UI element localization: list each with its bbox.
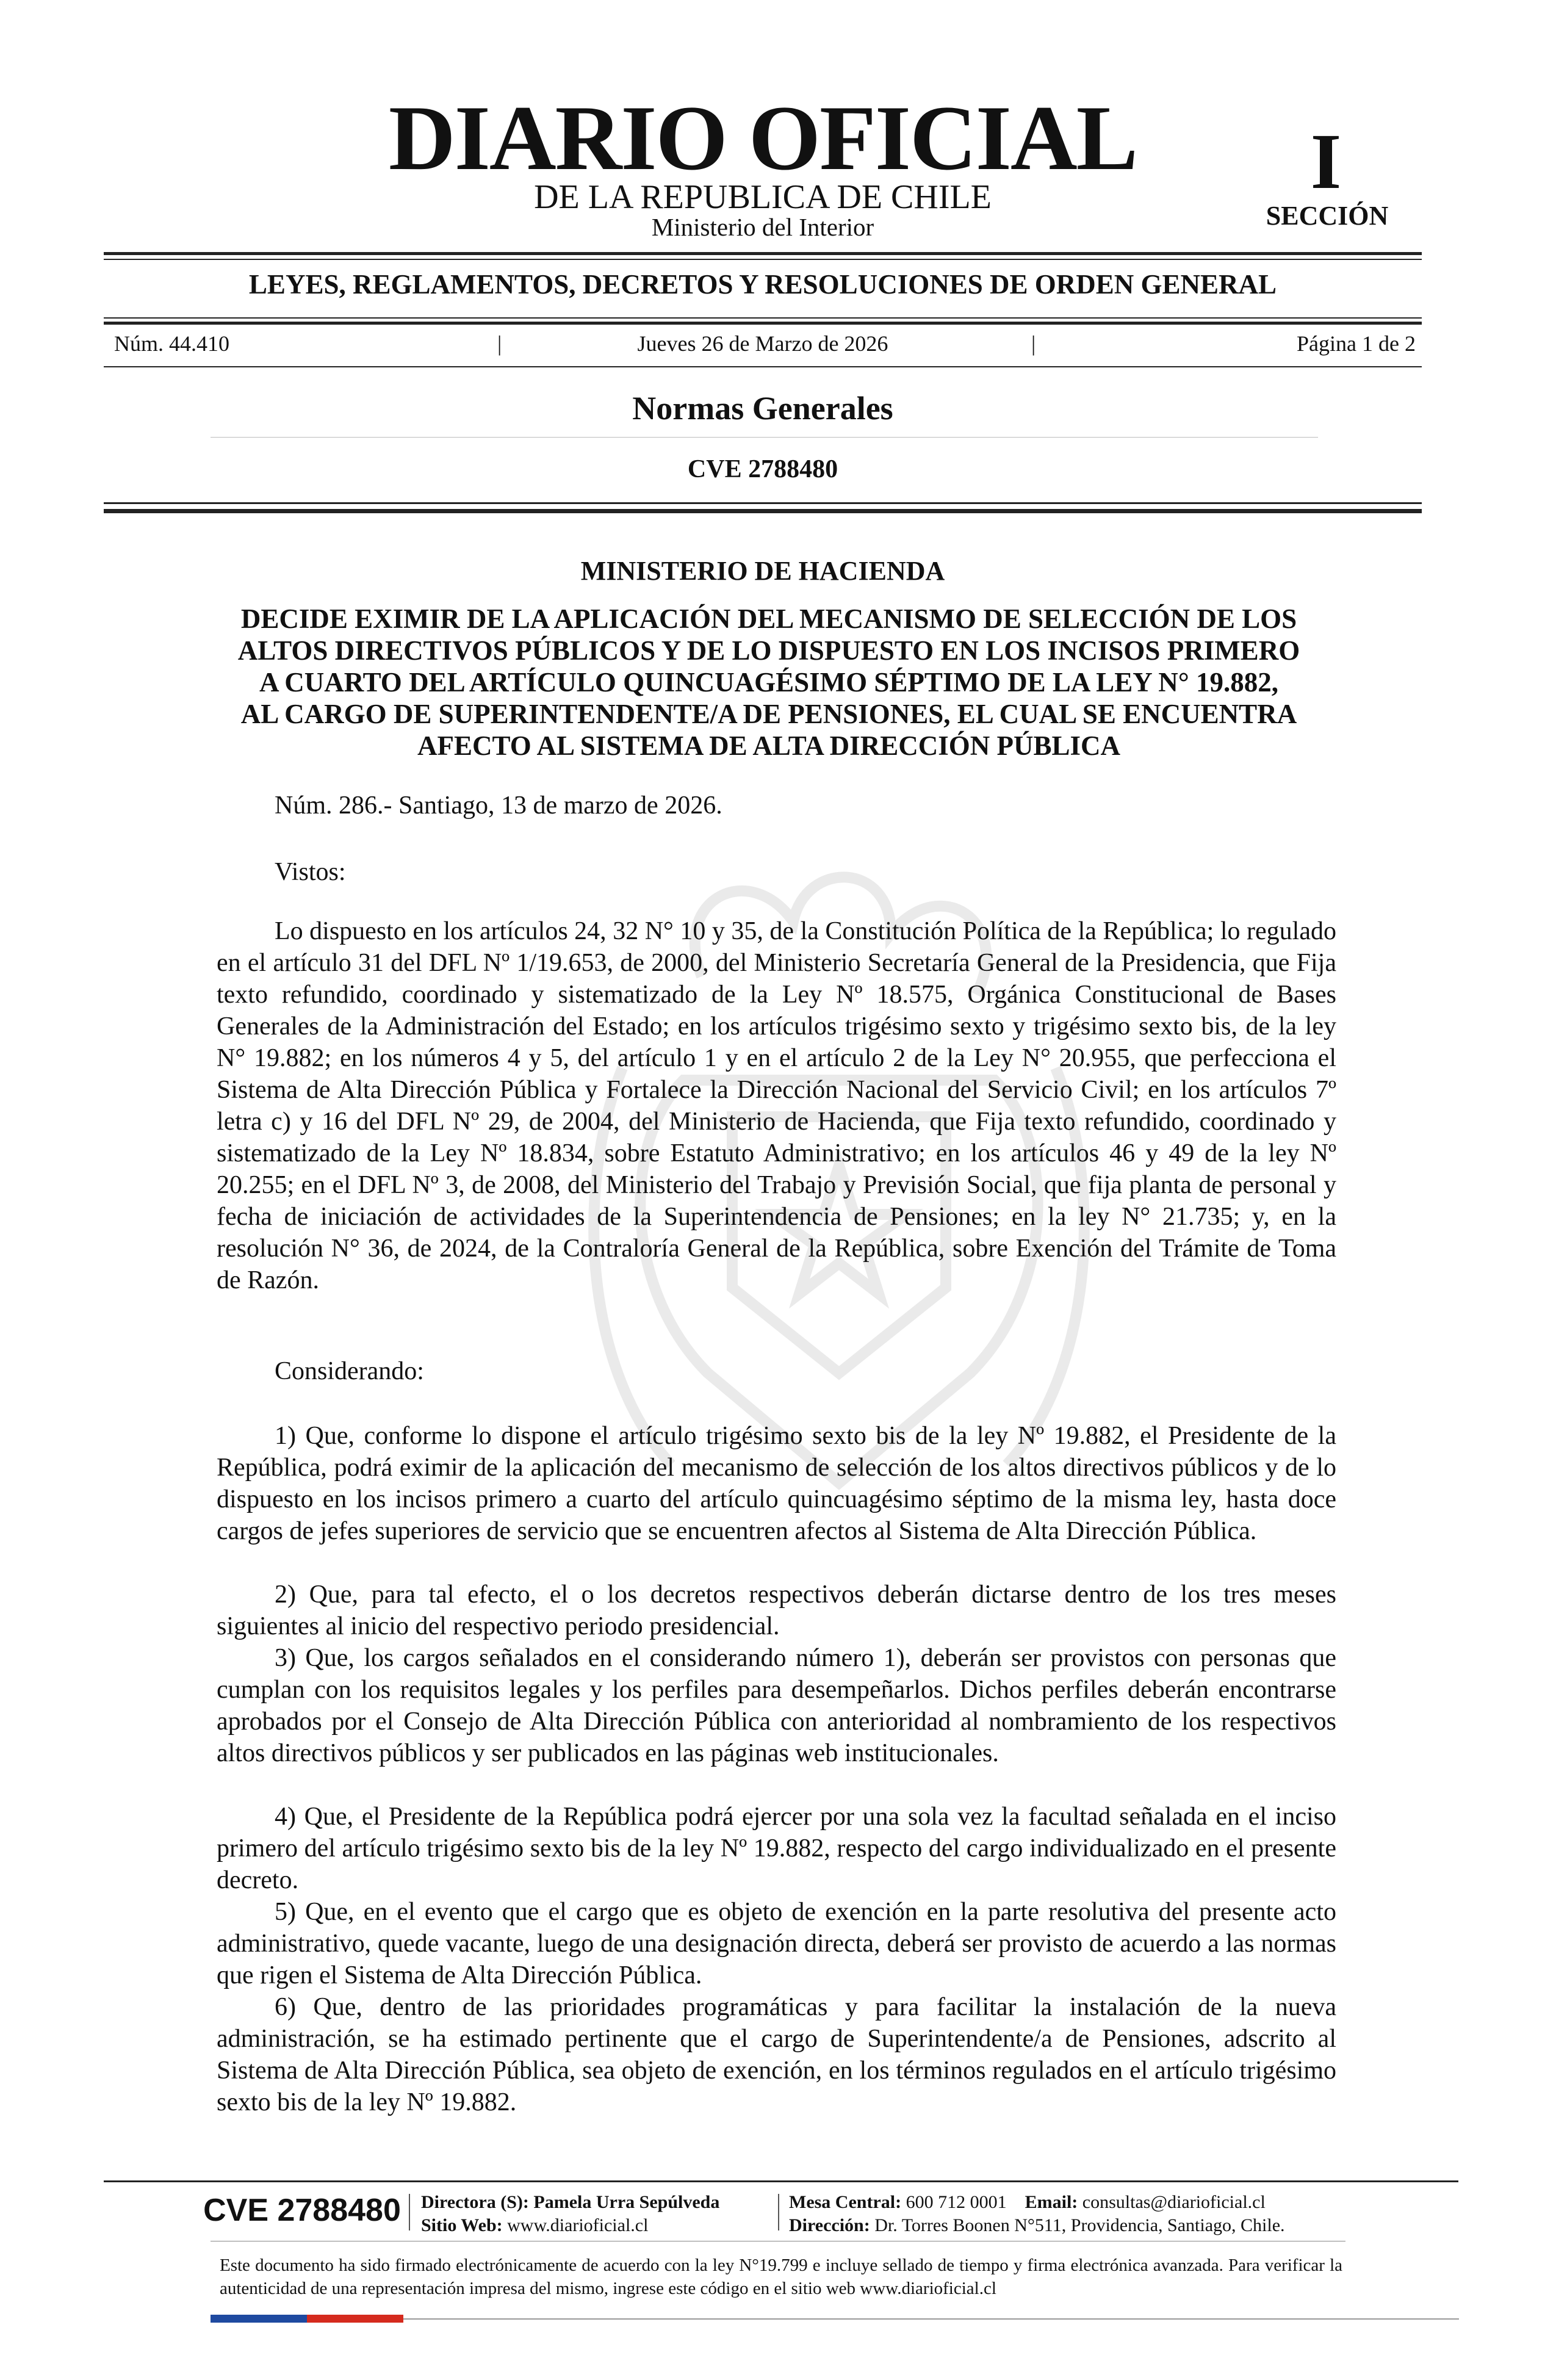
considerando-6: 6) Que, dentro de las prioridades programáticas y para facilitar la instalación de la nueva administración, se ha estimado pertinente que el cargo de Superintendente/a de Pensiones, adscrito al Sistema de Alta Dirección Pública, sea objeto de exención, en los términos regulados en el artículo trigésimo sexto bis de la ley Nº 19.882. bbox=[217, 1993, 1336, 2116]
masthead-ministry: Ministerio del Interior bbox=[651, 213, 874, 241]
considerando-4: 4) Que, el Presidente de la República podrá ejercer por una sola vez la facultad señalada en el inciso primero del artículo trigésimo sexto bis de la ley Nº 19.882, respecto del cargo individualizado en el presente decreto. bbox=[217, 1803, 1336, 1894]
section-number: I bbox=[1310, 118, 1342, 206]
page-indicator: Página 1 de 2 bbox=[1297, 331, 1416, 356]
flag-stripe-blue bbox=[211, 2315, 307, 2323]
decree-title-line: ALTOS DIRECTIVOS PÚBLICOS Y DE LO DISPUESTO EN LOS INCISOS PRIMERO bbox=[237, 635, 1300, 666]
considerando-3: 3) Que, los cargos señalados en el considerando número 1), deberán ser provistos con personas que cumplan con los requisitos legales y los perfiles para desempeñarlos. Dichos perfiles deberán encontrarse aprobados por el Consejo de Alta Dirección Pública con anterioridad al nombramiento de los respectivos altos directivos públicos y ser publicados en las páginas web institucionales. bbox=[217, 1644, 1336, 1767]
address-text: Dr. Torres Boonen N°511, Providencia, Santiago, Chile. bbox=[874, 2215, 1285, 2235]
footer-divider-2 bbox=[778, 2194, 779, 2230]
issuing-ministry: MINISTERIO DE HACIENDA bbox=[580, 556, 945, 586]
flag-stripe-red bbox=[307, 2315, 403, 2323]
info-separator-2: | bbox=[1031, 331, 1036, 356]
footer-cve: CVE 2788480 bbox=[203, 2193, 401, 2228]
website-label: Sitio Web: bbox=[421, 2215, 503, 2235]
cve-rule-top bbox=[104, 502, 1422, 504]
decree-title-line: AL CARGO DE SUPERINTENDENTE/A DE PENSIONES, EL CUAL SE ENCUENTRA bbox=[240, 699, 1297, 729]
masthead-rule-thin bbox=[104, 259, 1422, 260]
director-name: Pamela Urra Sepúlveda bbox=[533, 2192, 720, 2212]
masthead-title: DIARIO OFICIAL bbox=[388, 87, 1137, 189]
footer-director bbox=[421, 2191, 787, 2237]
address-label: Dirección: bbox=[789, 2215, 870, 2235]
director-label: Directora (S): bbox=[421, 2192, 529, 2212]
issue-date: Jueves 26 de Marzo de 2026 bbox=[637, 331, 888, 356]
info-rule bbox=[104, 366, 1422, 367]
phone-number: 600 712 0001 bbox=[906, 2192, 1007, 2212]
masthead-subtitle: DE LA REPUBLICA DE CHILE bbox=[534, 178, 992, 216]
masthead-rule-top bbox=[104, 252, 1422, 255]
footer-contact bbox=[789, 2191, 1369, 2237]
website-link[interactable]: www.diarioficial.cl bbox=[507, 2215, 649, 2235]
section-title: Normas Generales bbox=[632, 390, 893, 427]
category-heading: LEYES, REGLAMENTOS, DECRETOS Y RESOLUCIONES DE ORDEN GENERAL bbox=[248, 269, 1277, 300]
considerando-heading: Considerando: bbox=[275, 1357, 424, 1385]
email-link[interactable]: consultas@diarioficial.cl bbox=[1082, 2192, 1266, 2212]
decree-number-date: Núm. 286.- Santiago, 13 de marzo de 2026. bbox=[275, 792, 722, 820]
cve-rule-bottom bbox=[104, 509, 1422, 513]
section-title-rule bbox=[211, 437, 1318, 438]
decree-title-line: A CUARTO DEL ARTÍCULO QUINCUAGÉSIMO SÉPTIMO DE LA LEY N° 19.882, bbox=[259, 667, 1279, 698]
info-separator-1: | bbox=[497, 331, 502, 356]
section-label: SECCIÓN bbox=[1266, 201, 1389, 231]
vistos-heading: Vistos: bbox=[275, 858, 346, 886]
decree-title bbox=[207, 603, 1330, 762]
signature-note: Este documento ha sido firmado electrónicamente de acuerdo con la ley N°19.799 e incluye sellado de tiempo y firma electrónica avanzada. Para verificar la autenticidad de una representación impresa del mismo, ingrese este código en el sitio web www.diarioficial.cl bbox=[220, 2256, 1342, 2298]
footer-rule-top bbox=[104, 2180, 1458, 2182]
considerando-1: 1) Que, conforme lo dispone el artículo trigésimo sexto bis de la ley Nº 19.882, el Presidente de la República, podrá eximir de la aplicación del mecanismo de selección de los altos directivos públicos y de lo dispuesto en los incisos primero a cuarto del artículo quincuagésimo séptimo de la misma ley, hasta doce cargos de jefes superiores de servicio que se encuentren afectos al Sistema de Alta Dirección Pública. bbox=[217, 1422, 1336, 1545]
decree-title-line: DECIDE EXIMIR DE LA APLICACIÓN DEL MECANISMO DE SELECCIÓN DE LOS bbox=[240, 604, 1297, 634]
phone-label: Mesa Central: bbox=[789, 2192, 902, 2212]
category-rule-bottom bbox=[104, 322, 1422, 325]
issue-number: Núm. 44.410 bbox=[114, 331, 229, 356]
footer-divider-1 bbox=[409, 2194, 410, 2230]
decree-title-line: AFECTO AL SISTEMA DE ALTA DIRECCIÓN PÚBLICA bbox=[417, 730, 1120, 761]
considerando-5: 5) Que, en el evento que el cargo que es objeto de exención en la parte resolutiva del presente acto administrativo, quede vacante, luego de una designación directa, deberá ser provisto de acuerdo a las normas que rigen el Sistema de Alta Dirección Pública. bbox=[217, 1898, 1336, 1989]
email-label: Email: bbox=[1025, 2192, 1078, 2212]
vistos-paragraph: Lo dispuesto en los artículos 24, 32 N° 10 y 35, de la Constitución Política de la República; lo regulado en el artículo 31 del DFL Nº 1/19.653, de 2000, del Ministerio Secretaría General de la Presidencia, que Fija texto refundido, coordinado y sistematizado de la Ley Nº 18.575, Orgánica Constitucional de Bases Generales de la Administración del Estado; en los artículos trigésimo sexto y trigésimo sexto bis, de la ley N° 19.882; en los números 4 y 5, del artículo 1 y en el artículo 2 de la Ley N° 20.955, que perfecciona el Sistema de Alta Dirección Pública y Fortalece la Dirección Nacional del Servicio Civil; en los artículos 7º letra c) y 16 del DFL Nº 29, de 2004, del Ministerio de Hacienda, que Fija texto refundido, coordinado y sistematizado de la Ley Nº 18.834, sobre Estatuto Administrativo; en los artículos 46 y 49 de la ley Nº 20.255; en el DFL Nº 3, de 2008, del Ministerio del Trabajo y Previsión Social, que fija planta de personal y fecha de iniciación de actividades de la Superintendencia de Pensiones; en la ley N° 21.735; y, en la resolución N° 36, de 2024, de la Contraloría General de la República, sobre Exención del Trámite de Toma de Razón. bbox=[217, 917, 1336, 1294]
category-rule-top bbox=[104, 317, 1422, 319]
footer-rule-bottom bbox=[403, 2318, 1459, 2320]
considerando-2: 2) Que, para tal efecto, el o los decretos respectivos deberán dictarse dentro de los tres meses siguientes al inicio del respectivo periodo presidencial. bbox=[217, 1581, 1336, 1640]
header-cve: CVE 2788480 bbox=[687, 455, 838, 483]
